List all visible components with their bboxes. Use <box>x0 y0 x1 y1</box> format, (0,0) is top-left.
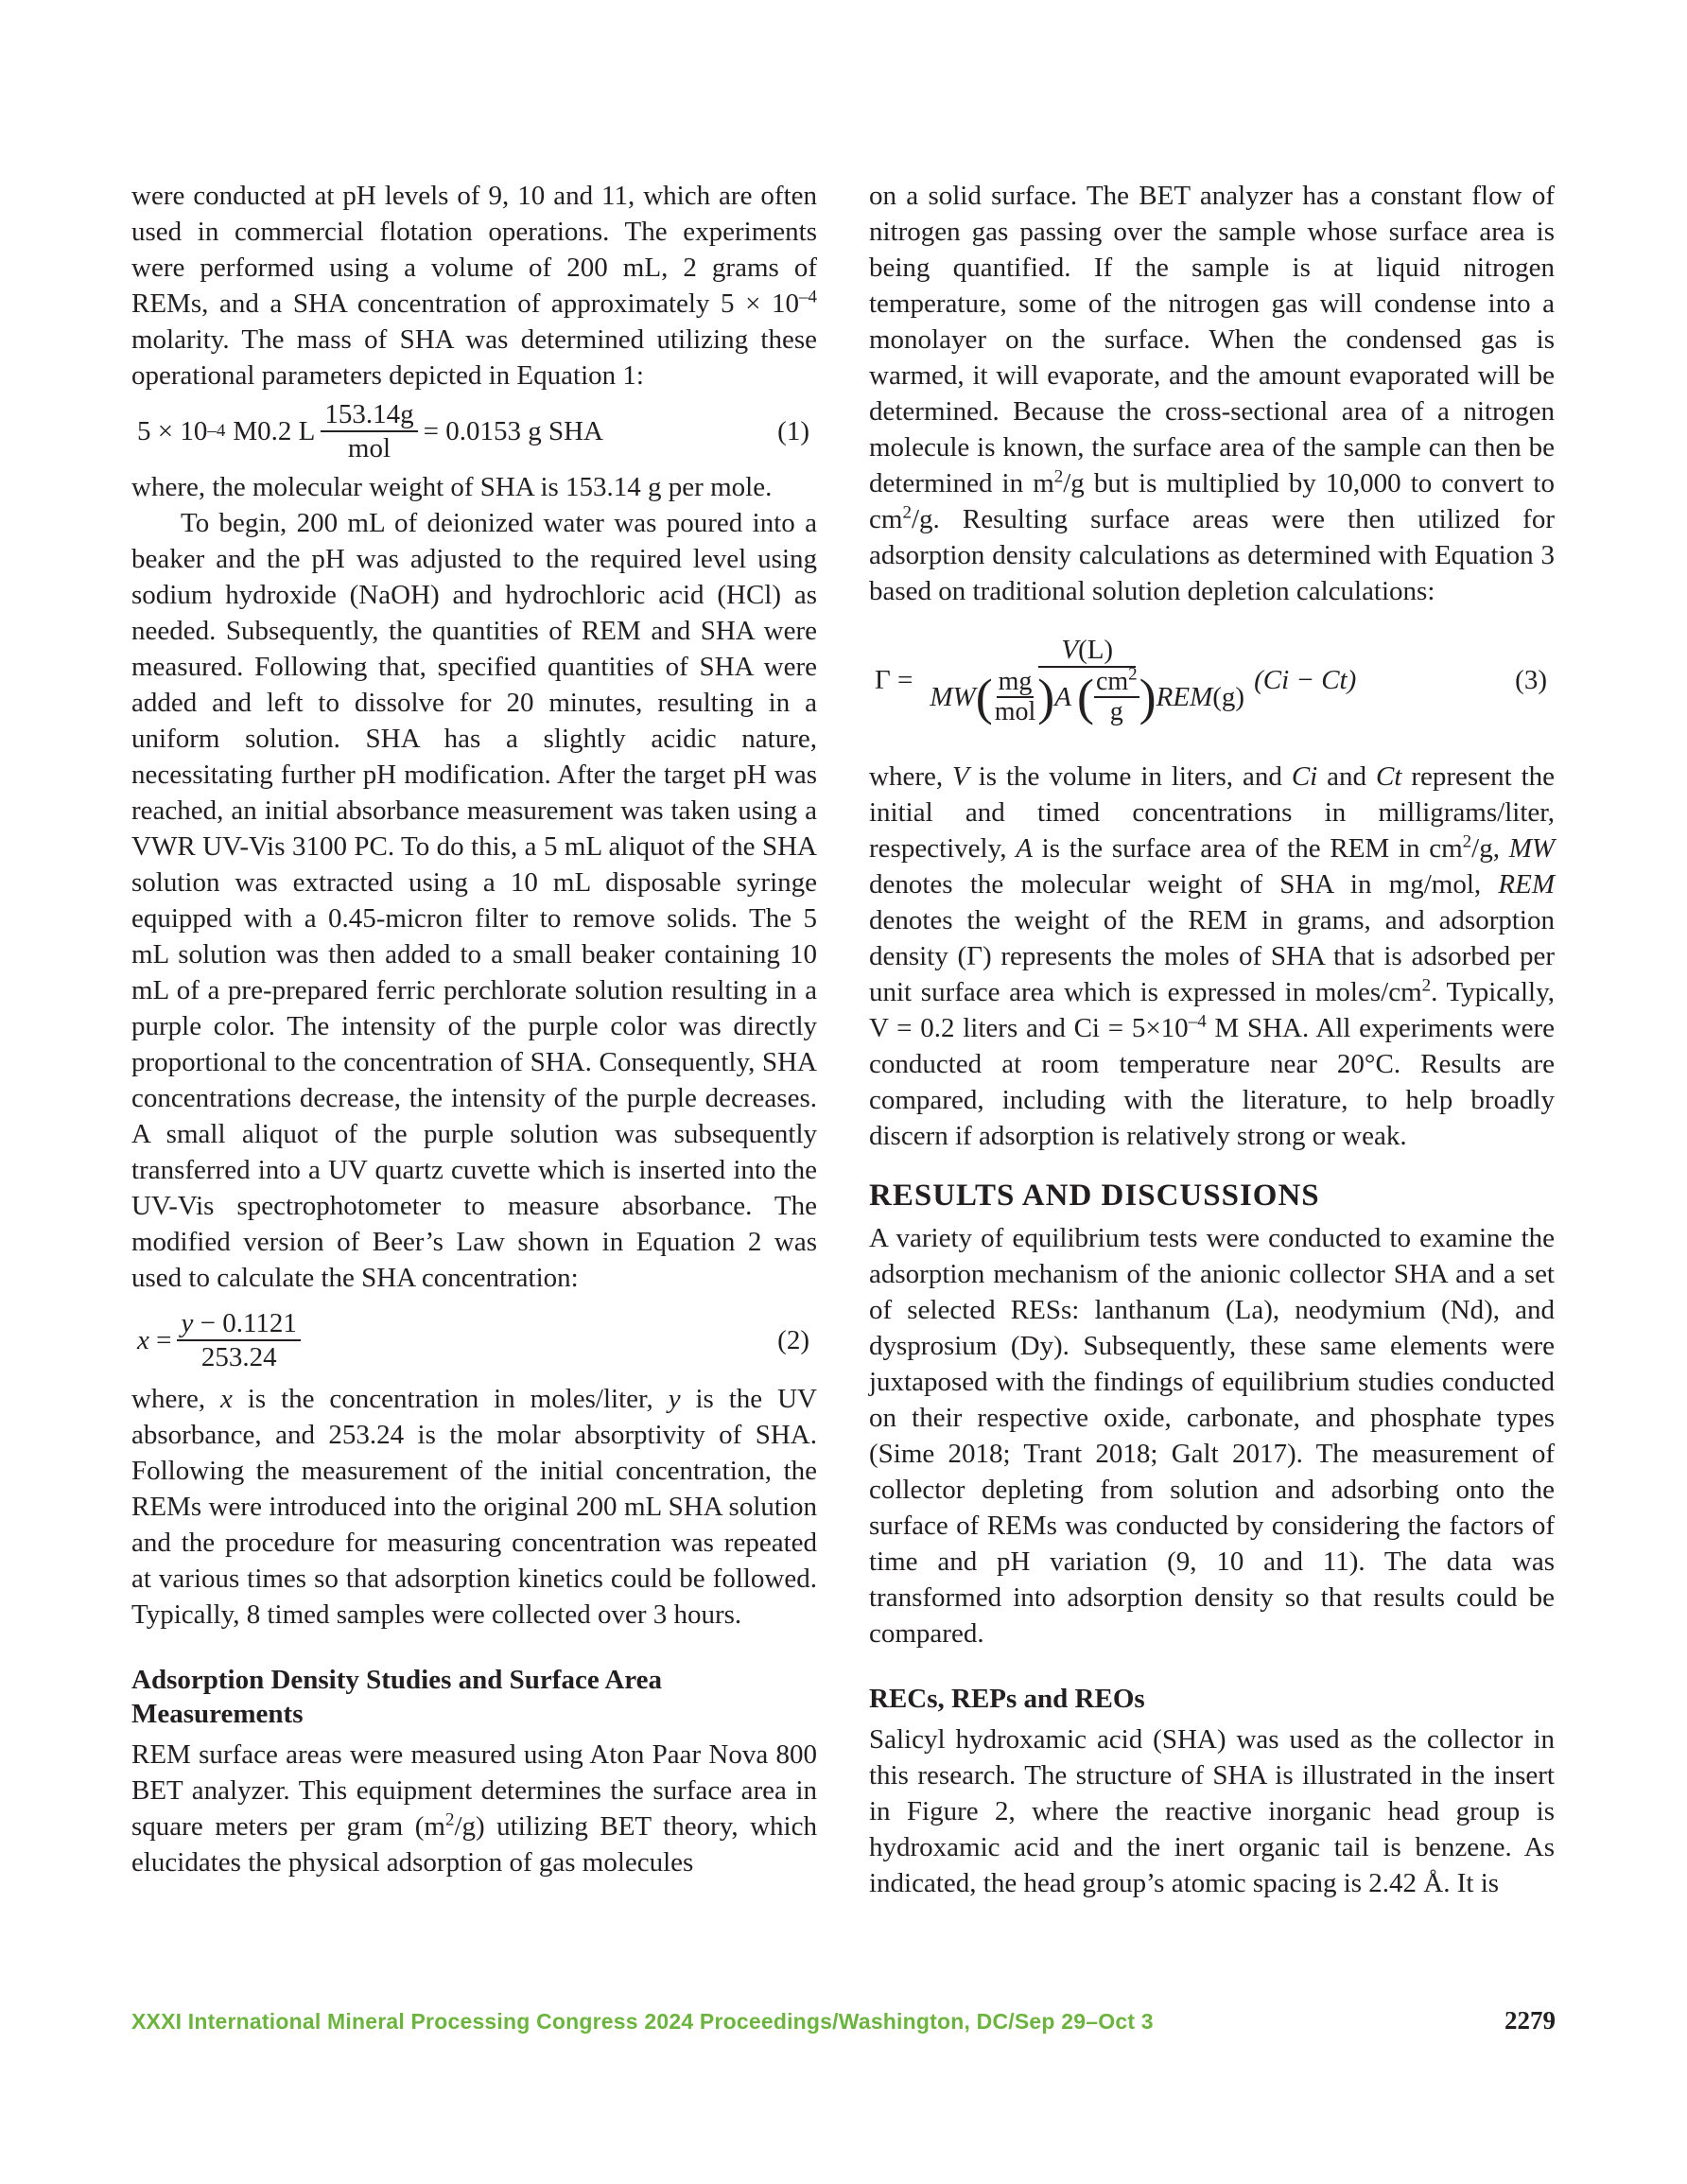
section-heading: RESULTS AND DISCUSSIONS <box>869 1179 1320 1213</box>
subsection-heading: RECs, REPs and REOs <box>869 1684 1145 1714</box>
paragraph: where, V is the volume in liters, and Ci and Ct represent the initial and timed concentrations in milligrams/liter, respectively, A is the surface area of the REM in $cm^2/g$, MW denotes the molecular weight of SHA in mg/mol, REM denotes the weight of the REM in grams, and adsorption density (Γ) represents the moles of SHA that is adsorbed per unit surface area which is expressed in moles/$cm^2$. Typically, V = 0.2 liters and $Ci = 5\times 10^{-4}$ M SHA. All experiments were conducted at room temperature near 20°C. Results are compared, including with the literature, to help broadly discern if adsorption is relatively strong or weak. <box>869 761 1556 1151</box>
section-heading: Adsorption Density Studies and Surface Area Measurements <box>131 1665 662 1729</box>
paragraph: REM surface areas were measured using Aton Paar Nova 800 BET analyzer. This equipment determines the surface area in square meters per gram $(m^2/g)$ utilizing BET theory, which elucidates the physical adsorption of gas molecules <box>131 1739 817 1878</box>
paragraph: Salicyl hydroxamic acid (SHA) was used as the collector in this research. The structure of SHA is illustrated in the insert in Figure 2, where the reactive inorganic head group is hydroxamic acid and the inert organic tail is benzene. As indicated, the head group’s atomic spacing is 2.42 Å. It is <box>869 1724 1555 1898</box>
page-number: 2279 <box>1504 2006 1556 2035</box>
fraction: $\frac{153.14g}{\text{mol}}$ <box>321 398 417 464</box>
paragraph: To begin, 200 mL of deionized water was poured into a beaker and the pH was adjusted to the required level using sodium hydroxide (NaOH) and hydrochloric acid (HCl) as needed. Subsequently, the quantities of REM and SHA were measured. Following that, specified quantities of SHA were added and left to dissolve for 20 minutes, resulting in a uniform solution. SHA has a slightly acidic nature, necessitating further pH modification. After the target pH was reached, an initial absorbance measurement was taken using a VWR UV-Vis 3100 PC. To do this, a 5 mL aliquot of the SHA solution was extracted using a 10 mL disposable syringe equipped with a 0.45-micron filter to remove solids. The 5 mL solution was then added to a small beaker containing 10 mL of a pre-prepared ferric perchlorate solution resulting in a purple color. The intensity of the purple color was directly proportional to the concentration of SHA. Consequently, SHA concentrations decrease, the intensity of the purple decreases. A small aliquot of the purple solution was subsequently transferred into a UV quartz cuvette which is inserted into the UV-Vis spectrophotometer to measure absorbance. The modified version of Beer’s Law shown in Equation 2 was used to calculate the SHA concentration: <box>131 508 817 1293</box>
footer-conference-title: XXXI International Mineral Processing Congress 2024 Proceedings/Washington, DC/Sep 29–Oct 3 <box>131 2009 1154 2034</box>
paragraph: where, the molecular weight of SHA is 153.14 g per mole. <box>131 472 773 502</box>
right-column <box>869 178 1555 1901</box>
equation-3: Γ = V(L) MW ( $\frac{mg}{\text{mol}}$ ) A ( $\frac{cm^2}{g}$ ) REM (g) (Ci − Ct) (3) <box>875 635 1547 726</box>
equation-2: x = $\frac{y - 0.1121}{253.24}$ (2) <box>137 1308 809 1372</box>
paragraph: A variety of equilibrium tests were conducted to examine the adsorption mechanism of the anionic collector SHA and a set of selected RESs: lanthanum (La), neodymium (Nd), and dysprosium (Dy). Subsequently, these same elements were juxtaposed with the findings of equilibrium studies conducted on their respective oxide, carbonate, and phosphate types (Sime 2018; Trant 2018; Galt 2017). The measurement of collector depleting from solution and adsorbing onto the surface of REMs was conducted by considering the factors of time and pH variation (9, 10 and 11). The data was transformed into adsorption density so that results could be compared. <box>869 1223 1555 1649</box>
paragraph: on a solid surface. The BET analyzer has a constant flow of nitrogen gas passing over the sample whose surface area is being quantified. If the sample is at liquid nitrogen temperature, some of the nitrogen gas will condense into a monolayer on the surface. When the condensed gas is warmed, it will evaporate, and the amount evaporated will be determined. Because the cross-sectional area of a nitrogen molecule is known, the surface area of the sample can then be determined in $m^2/g$ but is multiplied by 10,000 to convert to $cm^2/g$. Resulting surface areas were then utilized for adsorption density calculations as determined with Equation 3 based on traditional solution depletion calculations: <box>869 181 1555 606</box>
equation-number: (3) <box>1515 665 1547 695</box>
fraction: V(L) MW ( $\frac{mg}{\text{mol}}$ ) A ( $\frac{cm^2}{g}$ ) REM (g) <box>930 635 1245 726</box>
equation-1: 5 × 10 –4 M0.2 L $\frac{153.14g}{\text{mol}}$ = 0.0153 g SHA (1) <box>137 399 809 463</box>
equation-number: (2) <box>777 1325 809 1355</box>
paragraph: where, x is the concentration in moles/liter, y is the UV absorbance, and 253.24 is the molar absorptivity of SHA. Following the measurement of the initial concentration, the REMs were introduced into the original 200 mL SHA solution and the procedure for measuring concentration was repeated at various times so that adsorption kinetics could be followed. Typically, 8 timed samples were collected over 3 hours. <box>131 1384 817 1630</box>
equation-number: (1) <box>777 416 809 446</box>
left-column <box>131 178 817 1880</box>
paragraph: were conducted at pH levels of 9, 10 and 11, which are often used in commercial flotation operations. The experiments were performed using a volume of 200 mL, 2 grams of REMs, and a SHA concentration of approximately $5 \times 10^{-4}$ molarity. The mass of SHA was determined utilizing these operational parameters depicted in Equation 1: <box>131 181 817 391</box>
fraction: $\frac{y - 0.1121}{253.24}$ <box>177 1307 300 1373</box>
